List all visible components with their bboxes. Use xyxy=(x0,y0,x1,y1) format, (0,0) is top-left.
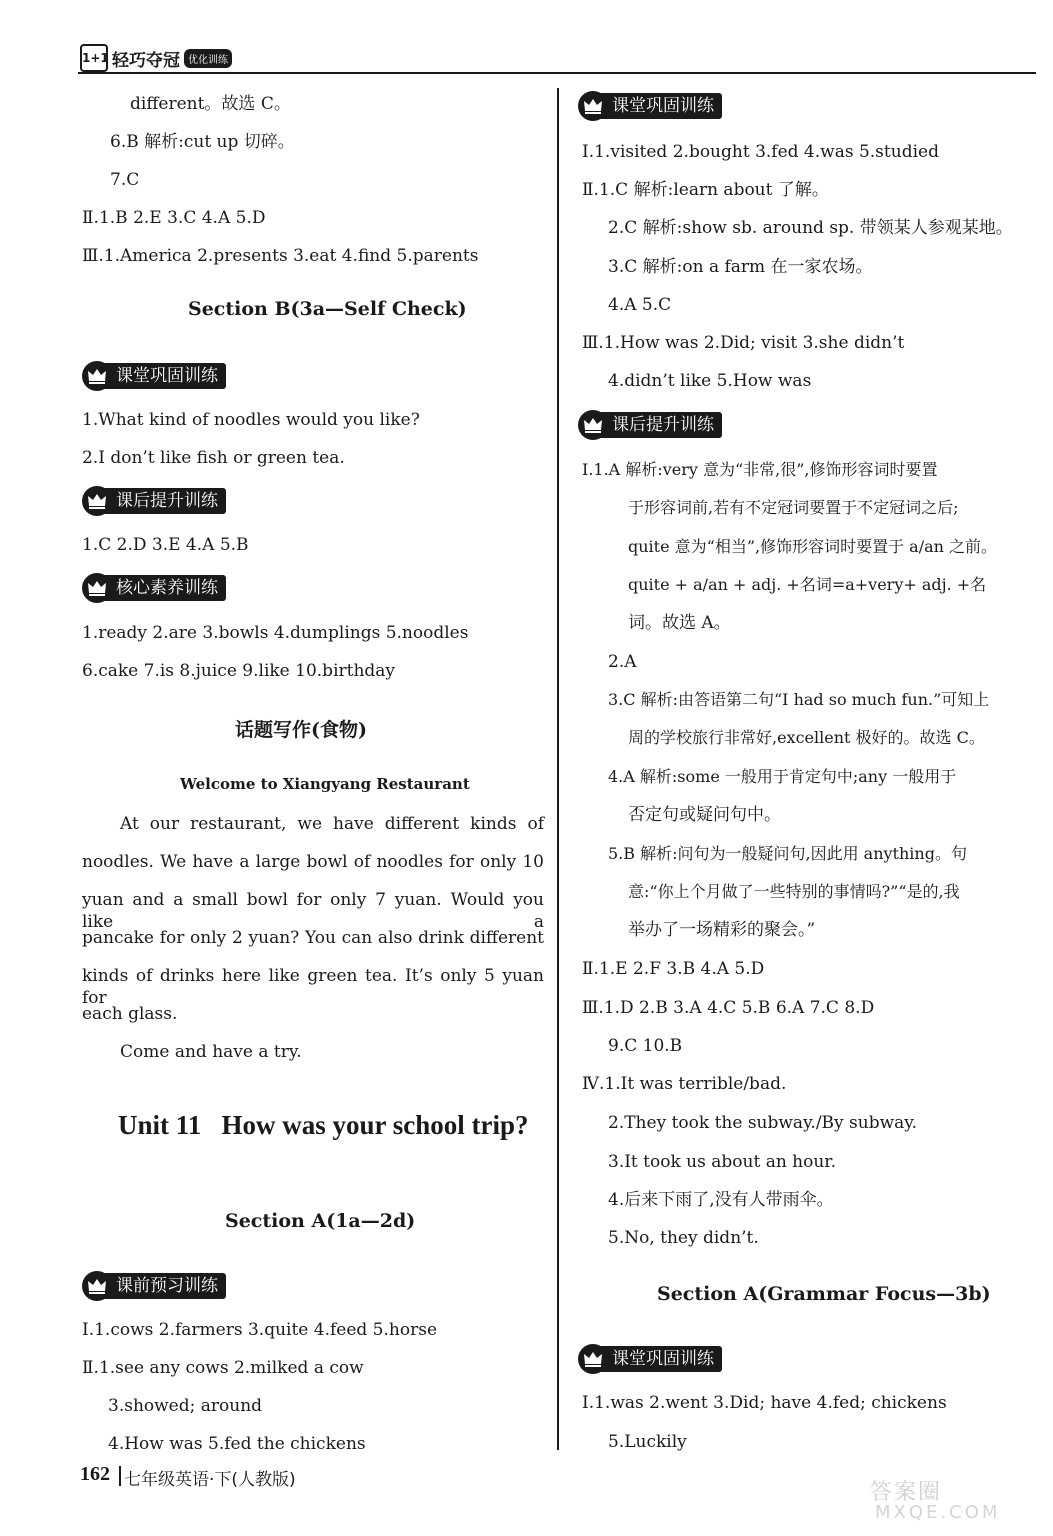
essay-line: pancake for only 2 yuan? You can also drink different xyxy=(82,928,544,948)
answer-line: 3.C 解析:由答语第二句“I had so much fun.”可知上 xyxy=(608,690,990,709)
section-badge xyxy=(82,1271,226,1301)
answer-line: 2.C 解析:show sb. around sp. 带领某人参观某地。 xyxy=(608,218,1013,238)
answer-line: 2.A xyxy=(608,652,637,672)
answer-line: 4.A 5.C xyxy=(608,295,672,315)
unit-title: Unit 11 How was your school trip? xyxy=(118,1110,529,1140)
answer-line: 5.No, they didn’t. xyxy=(608,1228,759,1248)
section-heading: Section A(1a—2d) xyxy=(225,1210,416,1232)
answer-line: 词。故选 A。 xyxy=(628,613,731,633)
logo-text: 轻巧夺冠 xyxy=(112,50,180,71)
answer-line: 3.It took us about an hour. xyxy=(608,1152,836,1172)
logo-tag: 优化训练 xyxy=(184,49,232,68)
answer-line: 周的学校旅行非常好,excellent 极好的。故选 C。 xyxy=(628,728,985,747)
answer-line: Ⅱ.1.E 2.F 3.B 4.A 5.D xyxy=(582,959,765,979)
section-badge xyxy=(82,361,226,391)
crown-icon xyxy=(82,1271,112,1301)
answer-line: 1.C 2.D 3.E 4.A 5.B xyxy=(82,535,249,555)
answer-line: Ⅰ.1.A 解析:very 意为“非常,很”,修饰形容词时要置 xyxy=(582,460,938,479)
answer-line: 意:“你上个月做了一些特别的事情吗?”“是的,我 xyxy=(628,882,960,901)
answer-line: 9.C 10.B xyxy=(608,1036,683,1056)
answer-line: 4.后来下雨了,没有人带雨伞。 xyxy=(608,1190,834,1210)
answer-line: 于形容词前,若有不定冠词要置于不定冠词之后; xyxy=(628,498,959,517)
badge-label: 课前预习训练 xyxy=(102,1273,226,1299)
answer-line: 2.They took the subway./By subway. xyxy=(608,1113,918,1133)
header-rule xyxy=(78,72,1036,74)
watermark: 答案圈 xyxy=(870,1480,943,1505)
answer-line: 4.How was 5.fed the chickens xyxy=(108,1434,366,1454)
answer-line: Ⅰ.1.visited 2.bought 3.fed 4.was 5.studied xyxy=(582,142,939,162)
badge-label: 核心素养训练 xyxy=(102,575,226,601)
section-badge xyxy=(578,1344,722,1374)
watermark-url: MXQE.COM xyxy=(875,1502,1001,1523)
crown-icon xyxy=(578,91,608,121)
section-badge xyxy=(578,410,722,440)
badge-label: 课后提升训练 xyxy=(598,412,722,438)
answer-line: 否定句或疑问句中。 xyxy=(628,805,781,825)
section-heading: Section A(Grammar Focus—3b) xyxy=(657,1283,991,1305)
essay-title: Welcome to Xiangyang Restaurant xyxy=(180,775,470,793)
answer-line: 3.showed; around xyxy=(108,1396,263,1416)
answer-line: 4.didn’t like 5.How was xyxy=(608,371,812,391)
book-title: 七年级英语·下(人教版) xyxy=(124,1470,296,1490)
answer-line: Ⅱ.1.see any cows 2.milked a cow xyxy=(82,1358,364,1378)
essay-line: yuan and a small bowl for only 7 yuan. Would you like a xyxy=(82,890,544,932)
answer-line: 1.What kind of noodles would you like? xyxy=(82,410,420,430)
section-heading: Section B(3a—Self Check) xyxy=(188,298,467,320)
answer-line: 3.C 解析:on a farm 在一家农场。 xyxy=(608,257,873,277)
crown-icon xyxy=(82,573,112,603)
header-logo xyxy=(80,44,232,72)
crown-icon xyxy=(578,1344,608,1374)
badge-label: 课后提升训练 xyxy=(102,488,226,514)
answer-line: different。故选 C。 xyxy=(130,94,291,114)
answer-line: 举办了一场精彩的聚会。” xyxy=(628,920,816,940)
answer-line: Ⅲ.1.D 2.B 3.A 4.C 5.B 6.A 7.C 8.D xyxy=(582,998,875,1018)
footer-divider xyxy=(119,1466,121,1486)
answer-line: Ⅰ.1.was 2.went 3.Did; have 4.fed; chickens xyxy=(582,1393,947,1413)
badge-label: 课堂巩固训练 xyxy=(598,1346,722,1372)
answer-line: Ⅱ.1.B 2.E 3.C 4.A 5.D xyxy=(82,208,266,228)
answer-line: quite 意为“相当”,修饰形容词时要置于 a/an 之前。 xyxy=(628,537,998,556)
topic-heading: 话题写作(食物) xyxy=(235,719,367,741)
section-badge xyxy=(578,91,722,121)
answer-line: Ⅳ.1.It was terrible/bad. xyxy=(582,1074,787,1094)
essay-line: At our restaurant, we have different kinds of xyxy=(120,814,544,834)
essay-line: kinds of drinks here like green tea. It’s only 5 yuan for xyxy=(82,966,544,1008)
page-number: 162 xyxy=(80,1463,110,1485)
answer-line: Ⅰ.1.cows 2.farmers 3.quite 4.feed 5.horse xyxy=(82,1320,437,1340)
essay-line: noodles. We have a large bowl of noodles for only 10 xyxy=(82,852,544,872)
logo-mark: 1+1 xyxy=(80,44,108,72)
answer-line: 6.cake 7.is 8.juice 9.like 10.birthday xyxy=(82,661,396,681)
crown-icon xyxy=(578,410,608,440)
answer-line: Ⅲ.1.How was 2.Did; visit 3.she didn’t xyxy=(582,333,905,353)
column-divider xyxy=(557,88,559,1450)
answer-line: 5.Luckily xyxy=(608,1432,687,1452)
essay-line: each glass. xyxy=(82,1004,178,1024)
answer-line: 4.A 解析:some 一般用于肯定句中;any 一般用于 xyxy=(608,767,957,786)
badge-label: 课堂巩固训练 xyxy=(598,93,722,119)
answer-line: 1.ready 2.are 3.bowls 4.dumplings 5.noodles xyxy=(82,623,469,643)
crown-icon xyxy=(82,486,112,516)
badge-label: 课堂巩固训练 xyxy=(102,363,226,389)
answer-line: 2.I don’t like fish or green tea. xyxy=(82,448,345,468)
answer-line: quite + a/an + adj. +名词=a+very+ adj. +名 xyxy=(628,575,987,594)
answer-line: Ⅱ.1.C 解析:learn about 了解。 xyxy=(582,180,829,200)
section-badge xyxy=(82,486,226,516)
essay-line: Come and have a try. xyxy=(120,1042,302,1062)
answer-line: 7.C xyxy=(110,170,140,190)
answer-line: Ⅲ.1.America 2.presents 3.eat 4.find 5.parents xyxy=(82,246,479,266)
answer-line: 5.B 解析:问句为一般疑问句,因此用 anything。句 xyxy=(608,844,967,863)
crown-icon xyxy=(82,361,112,391)
section-badge xyxy=(82,573,226,603)
answer-line: 6.B 解析:cut up 切碎。 xyxy=(110,132,295,152)
